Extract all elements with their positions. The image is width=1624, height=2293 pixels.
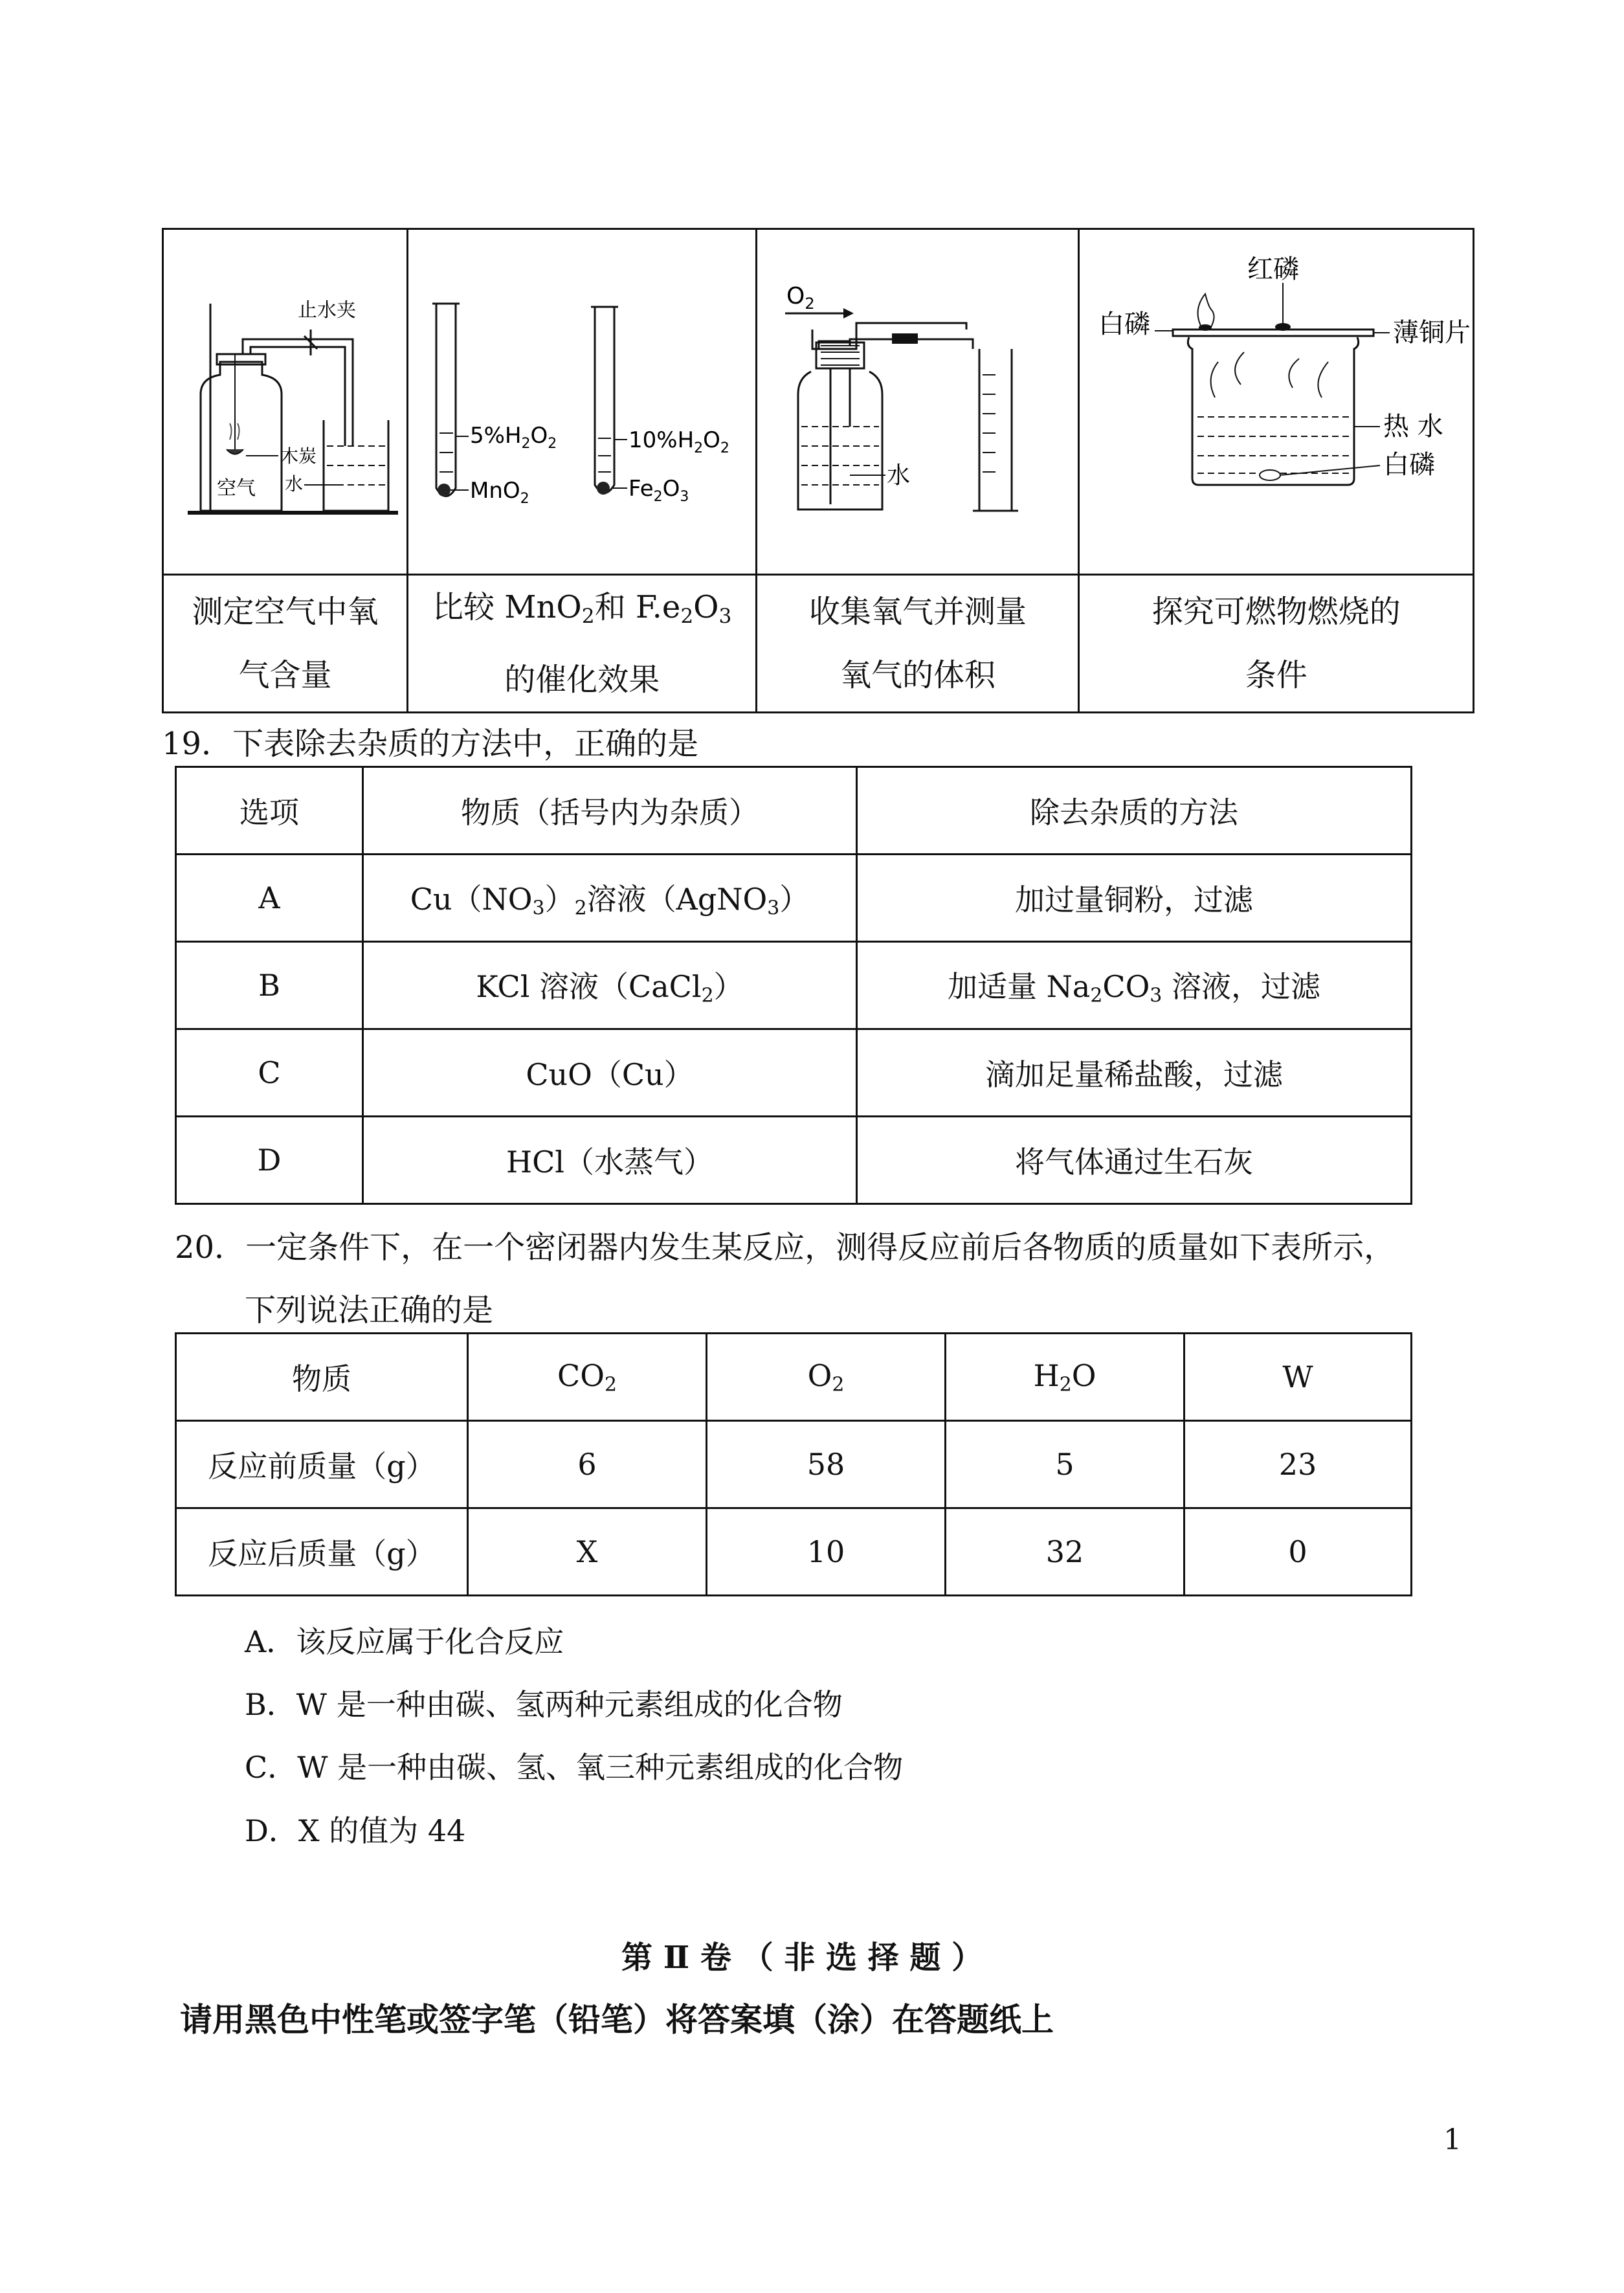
table-cell: 10 [707, 1508, 946, 1596]
table-cell: 6 [468, 1421, 707, 1508]
hot-water-label: 热 水 [1383, 411, 1443, 442]
method-d: 将气体通过生石灰 [857, 1117, 1412, 1204]
page-number: 1 [1443, 2123, 1462, 2156]
option-d: D．X 的值为 44 [245, 1813, 466, 1848]
clamp-label: 止水夹 [298, 298, 357, 322]
q20-question-line1: 20．一定条件下，在一个密闭器内发生某反应，测得反应前后各物质的质量如下表所示， [175, 1229, 1396, 1266]
substance-d: HCl（水蒸气） [363, 1117, 857, 1204]
row-label-before: 反应前质量（g） [176, 1421, 468, 1508]
row-label-after: 反应后质量（g） [176, 1508, 468, 1596]
table-row [176, 942, 1412, 1029]
oxygen-gas-label: $O_2$ [786, 282, 815, 313]
header-o2: $O_2$ [707, 1334, 946, 1421]
option-a: A [176, 855, 363, 942]
option-a: A．该反应属于化合反应 [245, 1624, 564, 1659]
water-label: 水 [886, 462, 910, 489]
header-w: W [1185, 1334, 1412, 1421]
caption-1: 测定空气中氧 气含量 [163, 575, 408, 713]
header-method: 除去杂质的方法 [857, 767, 1412, 855]
table-row [176, 855, 1412, 942]
left-liquid-label: $5\%H_2O_2$ [470, 422, 557, 452]
water-label: 水 [285, 473, 304, 495]
method-a: 加过量铜粉，过滤 [857, 855, 1412, 942]
figure-cell-4 [1079, 229, 1474, 575]
option-c: C [176, 1029, 363, 1117]
header-substance: 物质 [176, 1334, 468, 1421]
substance-a: $Cu(NO_3)_2$溶液（AgNO$_3$） [363, 855, 857, 942]
white-phosphorus-bottom-label: 白磷 [1383, 449, 1435, 480]
copper-plate-label: 薄铜片 [1392, 317, 1471, 348]
header-option: 选项 [176, 767, 363, 855]
figure-cell-1 [163, 229, 408, 575]
header-substance: 物质（括号内为杂质） [363, 767, 857, 855]
method-b: 加适量 $Na_2CO_3$ 溶液，过滤 [857, 942, 1412, 1029]
experiment-figure-table [162, 228, 1474, 713]
section-title: 第 Ⅱ 卷 （ 非 选 择 题 ） [621, 1940, 983, 1976]
caption-3: 收集氧气并测量 氧气的体积 [757, 575, 1079, 713]
table-cell: 0 [1185, 1508, 1412, 1596]
table-cell: X [468, 1508, 707, 1596]
right-liquid-label: $10\%H_2O_2$ [628, 427, 730, 456]
header-h2o: $H_2O$ [946, 1334, 1185, 1421]
method-c: 滴加足量稀盐酸，过滤 [857, 1029, 1412, 1117]
catalyst-comparison-diagram [410, 232, 753, 569]
oxygen-collection-diagram [759, 232, 1076, 569]
red-phosphorus-label: 红磷 [1247, 254, 1299, 284]
table-row [176, 1421, 1412, 1508]
mass-table [175, 1332, 1412, 1596]
caption-2: 比较 MnO$_2$和 $F.e_2O_3$ 的催化效果 [407, 575, 757, 713]
substance-b: KCl 溶液（CaCl$_2$） [363, 942, 857, 1029]
air-label: 空气 [217, 476, 256, 500]
table-row [176, 1117, 1412, 1204]
left-solid-label: MnO$_2$ [470, 477, 529, 507]
option-b: B [176, 942, 363, 1029]
table-cell: 58 [707, 1421, 946, 1508]
table-row [176, 1508, 1412, 1596]
table-row [176, 1029, 1412, 1117]
option-c: C．W 是一种由碳、氢、氧三种元素组成的化合物 [245, 1750, 904, 1785]
q19-question: 19．下表除去杂质的方法中，正确的是 [162, 726, 699, 762]
q20-question-line2: 下列说法正确的是 [245, 1292, 494, 1328]
impurity-removal-table [175, 766, 1412, 1205]
caption-4: 探究可燃物燃烧的 条件 [1079, 575, 1474, 713]
substance-c: CuO（Cu） [363, 1029, 857, 1117]
air-oxygen-apparatus-diagram [165, 232, 405, 569]
combustion-conditions-diagram [1082, 232, 1471, 569]
table-cell: 23 [1185, 1421, 1412, 1508]
option-b: B．W 是一种由碳、氢两种元素组成的化合物 [245, 1687, 843, 1722]
option-d: D [176, 1117, 363, 1204]
charcoal-label: 木炭 [280, 445, 317, 467]
header-co2: $CO_2$ [468, 1334, 707, 1421]
table-cell: 5 [946, 1421, 1185, 1508]
table-cell: 32 [946, 1508, 1185, 1596]
section-instruction: 请用黑色中性笔或签字笔（铅笔）将答案填（涂）在答题纸上 [180, 2000, 1054, 2039]
right-solid-label: $Fe_2O_3$ [628, 475, 689, 505]
white-phosphorus-top-label: 白磷 [1098, 309, 1150, 339]
figure-cell-3 [757, 229, 1079, 575]
figure-cell-2 [407, 229, 757, 575]
